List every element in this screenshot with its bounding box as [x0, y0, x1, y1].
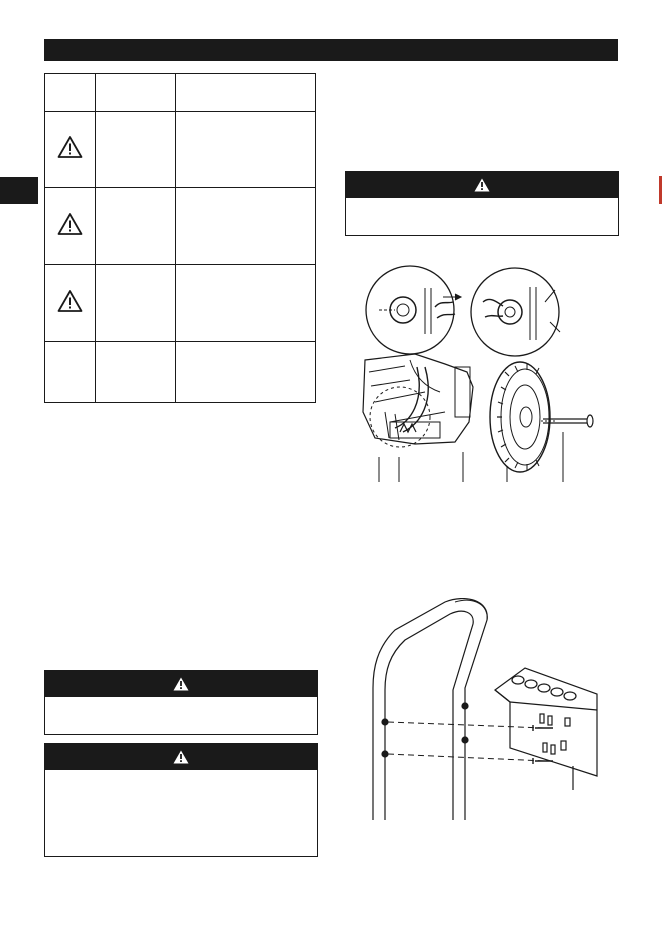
warning-text	[346, 198, 618, 206]
table-header-cell	[45, 74, 96, 112]
warning-box-header	[45, 744, 317, 770]
table-icon-cell	[45, 188, 96, 265]
wheel-assembly-illustration	[355, 262, 620, 487]
table-row	[45, 265, 316, 342]
warning-box-1	[44, 670, 318, 735]
warning-triangle-icon	[474, 178, 490, 192]
table-signal-cell	[95, 265, 175, 342]
table-meaning-cell	[176, 265, 316, 342]
table-meaning-cell	[176, 112, 316, 188]
table-row	[45, 112, 316, 188]
table-header-cell	[176, 74, 316, 112]
warning-box-header	[45, 671, 317, 697]
safety-symbols-table	[44, 73, 316, 403]
warning-triangle-icon	[57, 289, 83, 313]
warning-triangle-icon	[173, 750, 189, 764]
table-meaning-cell	[176, 342, 316, 403]
warning-triangle-icon	[57, 135, 83, 159]
table-meaning-cell	[176, 188, 316, 265]
warning-text	[45, 697, 317, 705]
table-signal-cell	[95, 188, 175, 265]
table-row	[45, 188, 316, 265]
table-icon-cell	[45, 265, 96, 342]
chapter-side-tab	[0, 177, 38, 204]
warning-box-header	[346, 172, 618, 198]
handle-assembly-illustration	[365, 598, 615, 823]
table-icon-cell	[45, 112, 96, 188]
table-row	[45, 342, 316, 403]
table-header-row	[45, 74, 316, 112]
warning-triangle-icon	[57, 212, 83, 236]
table-header-cell	[95, 74, 175, 112]
warning-triangle-icon	[173, 677, 189, 691]
table-signal-cell	[95, 342, 175, 403]
table-signal-cell	[95, 112, 175, 188]
warning-box-2	[44, 743, 318, 857]
warning-box-wheel	[345, 171, 619, 236]
warning-text	[45, 770, 317, 778]
section-header-bar	[44, 39, 618, 61]
table-icon-cell	[45, 342, 96, 403]
